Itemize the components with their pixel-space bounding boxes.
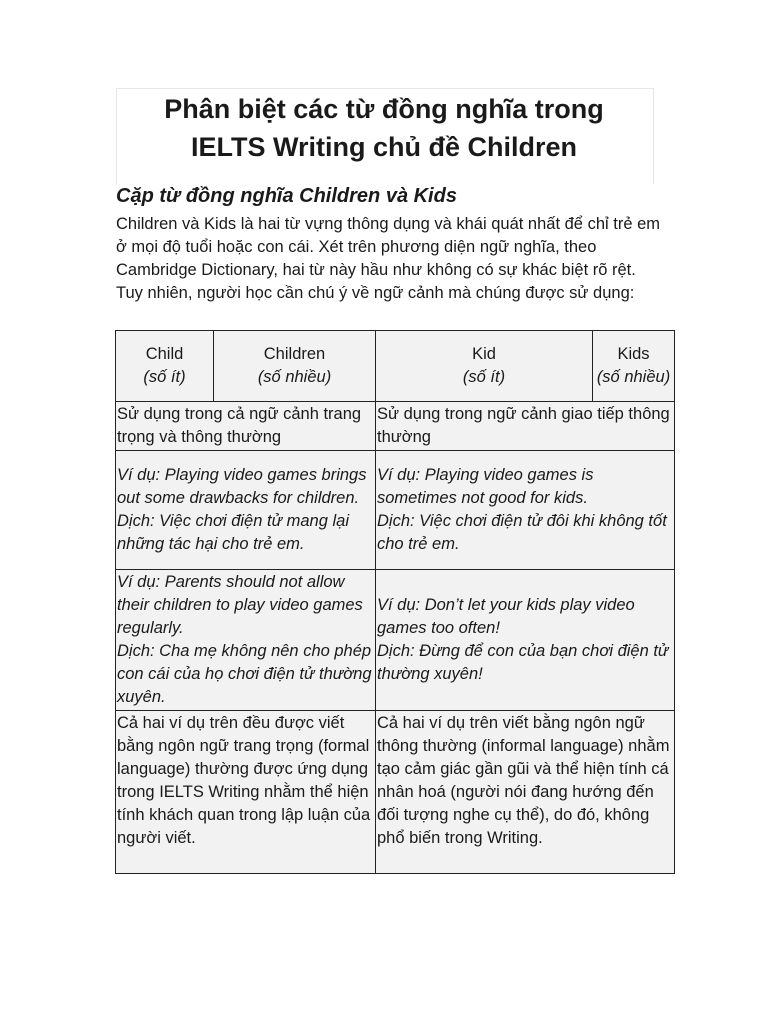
example-text: Ví dụ: Playing video games brings out some drawbacks for children. xyxy=(117,466,367,507)
header-child xyxy=(116,331,214,402)
example-1-children-cell xyxy=(116,451,376,570)
header-note: (số ít) xyxy=(462,368,506,386)
translation-text: Dịch: Việc chơi điện tử mang lại những tác hại cho trẻ em. xyxy=(117,512,349,553)
header-children xyxy=(214,331,376,402)
intro-paragraph: Children và Kids là hai từ vựng thông dụng và khái quát nhất để chỉ trẻ em ở mọi độ tuổi hoặc con cái. Xét trên phương diện ngữ nghĩa, theo Cambridge Dictionary, hai từ này hầu như không có sự khác biệt rõ rệt. Tuy nhiên, người học cần chú ý về ngữ cảnh mà chúng được sử dụng: xyxy=(116,215,661,302)
example-2-children-cell xyxy=(116,570,376,711)
summary-informal-cell: Cả hai ví dụ trên viết bằng ngôn ngữ thông thường (informal language) nhằm tạo cảm giác gần gũi và thể hiện tính cá nhân hoá (người nói đang hướng đến đối tượng nghe cụ thể), do đó, không phổ biến trong Writing. xyxy=(376,711,675,874)
table-row-usage xyxy=(116,402,675,451)
table-row-example-2 xyxy=(116,570,675,711)
usage-informal-cell: Sử dụng trong ngữ cảnh giao tiếp thông thường xyxy=(376,402,675,451)
translation-text: Dịch: Đừng để con của bạn chơi điện tử thường xuyên! xyxy=(377,642,669,683)
translation-text: Dịch: Việc chơi điện tử đôi khi không tốt cho trẻ em. xyxy=(377,512,667,553)
header-note: (số nhiều) xyxy=(257,368,332,386)
usage-formal-cell: Sử dụng trong cả ngữ cảnh trang trọng và thông thường xyxy=(116,402,376,451)
page-title xyxy=(116,90,652,166)
header-word: Kids xyxy=(617,345,650,363)
example-1-kids-cell xyxy=(376,451,675,570)
summary-formal-cell: Cả hai ví dụ trên đều được viết bằng ngôn ngữ trang trọng (formal language) thường được ứng dụng trong IELTS Writing nhằm thể hiện tính khách quan trong lập luận của người viết. xyxy=(116,711,376,874)
translation-text: Dịch: Cha mẹ không nên cho phép con cái của họ chơi điện tử thường xuyên. xyxy=(117,642,372,706)
table-header-row xyxy=(116,331,675,402)
example-text: Ví dụ: Don’t let your kids play video games too often! xyxy=(377,596,635,637)
header-word: Child xyxy=(145,345,184,363)
table-row-summary xyxy=(116,711,675,874)
example-2-kids-cell xyxy=(376,570,675,711)
example-text: Ví dụ: Parents should not allow their children to play video games regularly. xyxy=(117,573,363,637)
header-word: Kid xyxy=(472,345,496,363)
section-heading: Cặp từ đồng nghĩa Children và Kids xyxy=(116,185,457,207)
example-text: Ví dụ: Playing video games is sometimes not good for kids. xyxy=(377,466,594,507)
table-row-example-1 xyxy=(116,451,675,570)
header-kids xyxy=(593,331,675,402)
header-note: (số nhiều) xyxy=(596,368,671,386)
header-kid xyxy=(376,331,593,402)
title-line-2: IELTS Writing chủ đề Children xyxy=(190,132,577,162)
title-line-1: Phân biệt các từ đồng nghĩa trong xyxy=(164,94,604,124)
header-note: (số ít) xyxy=(143,368,186,386)
comparison-table xyxy=(115,330,675,874)
header-word: Children xyxy=(263,345,326,363)
